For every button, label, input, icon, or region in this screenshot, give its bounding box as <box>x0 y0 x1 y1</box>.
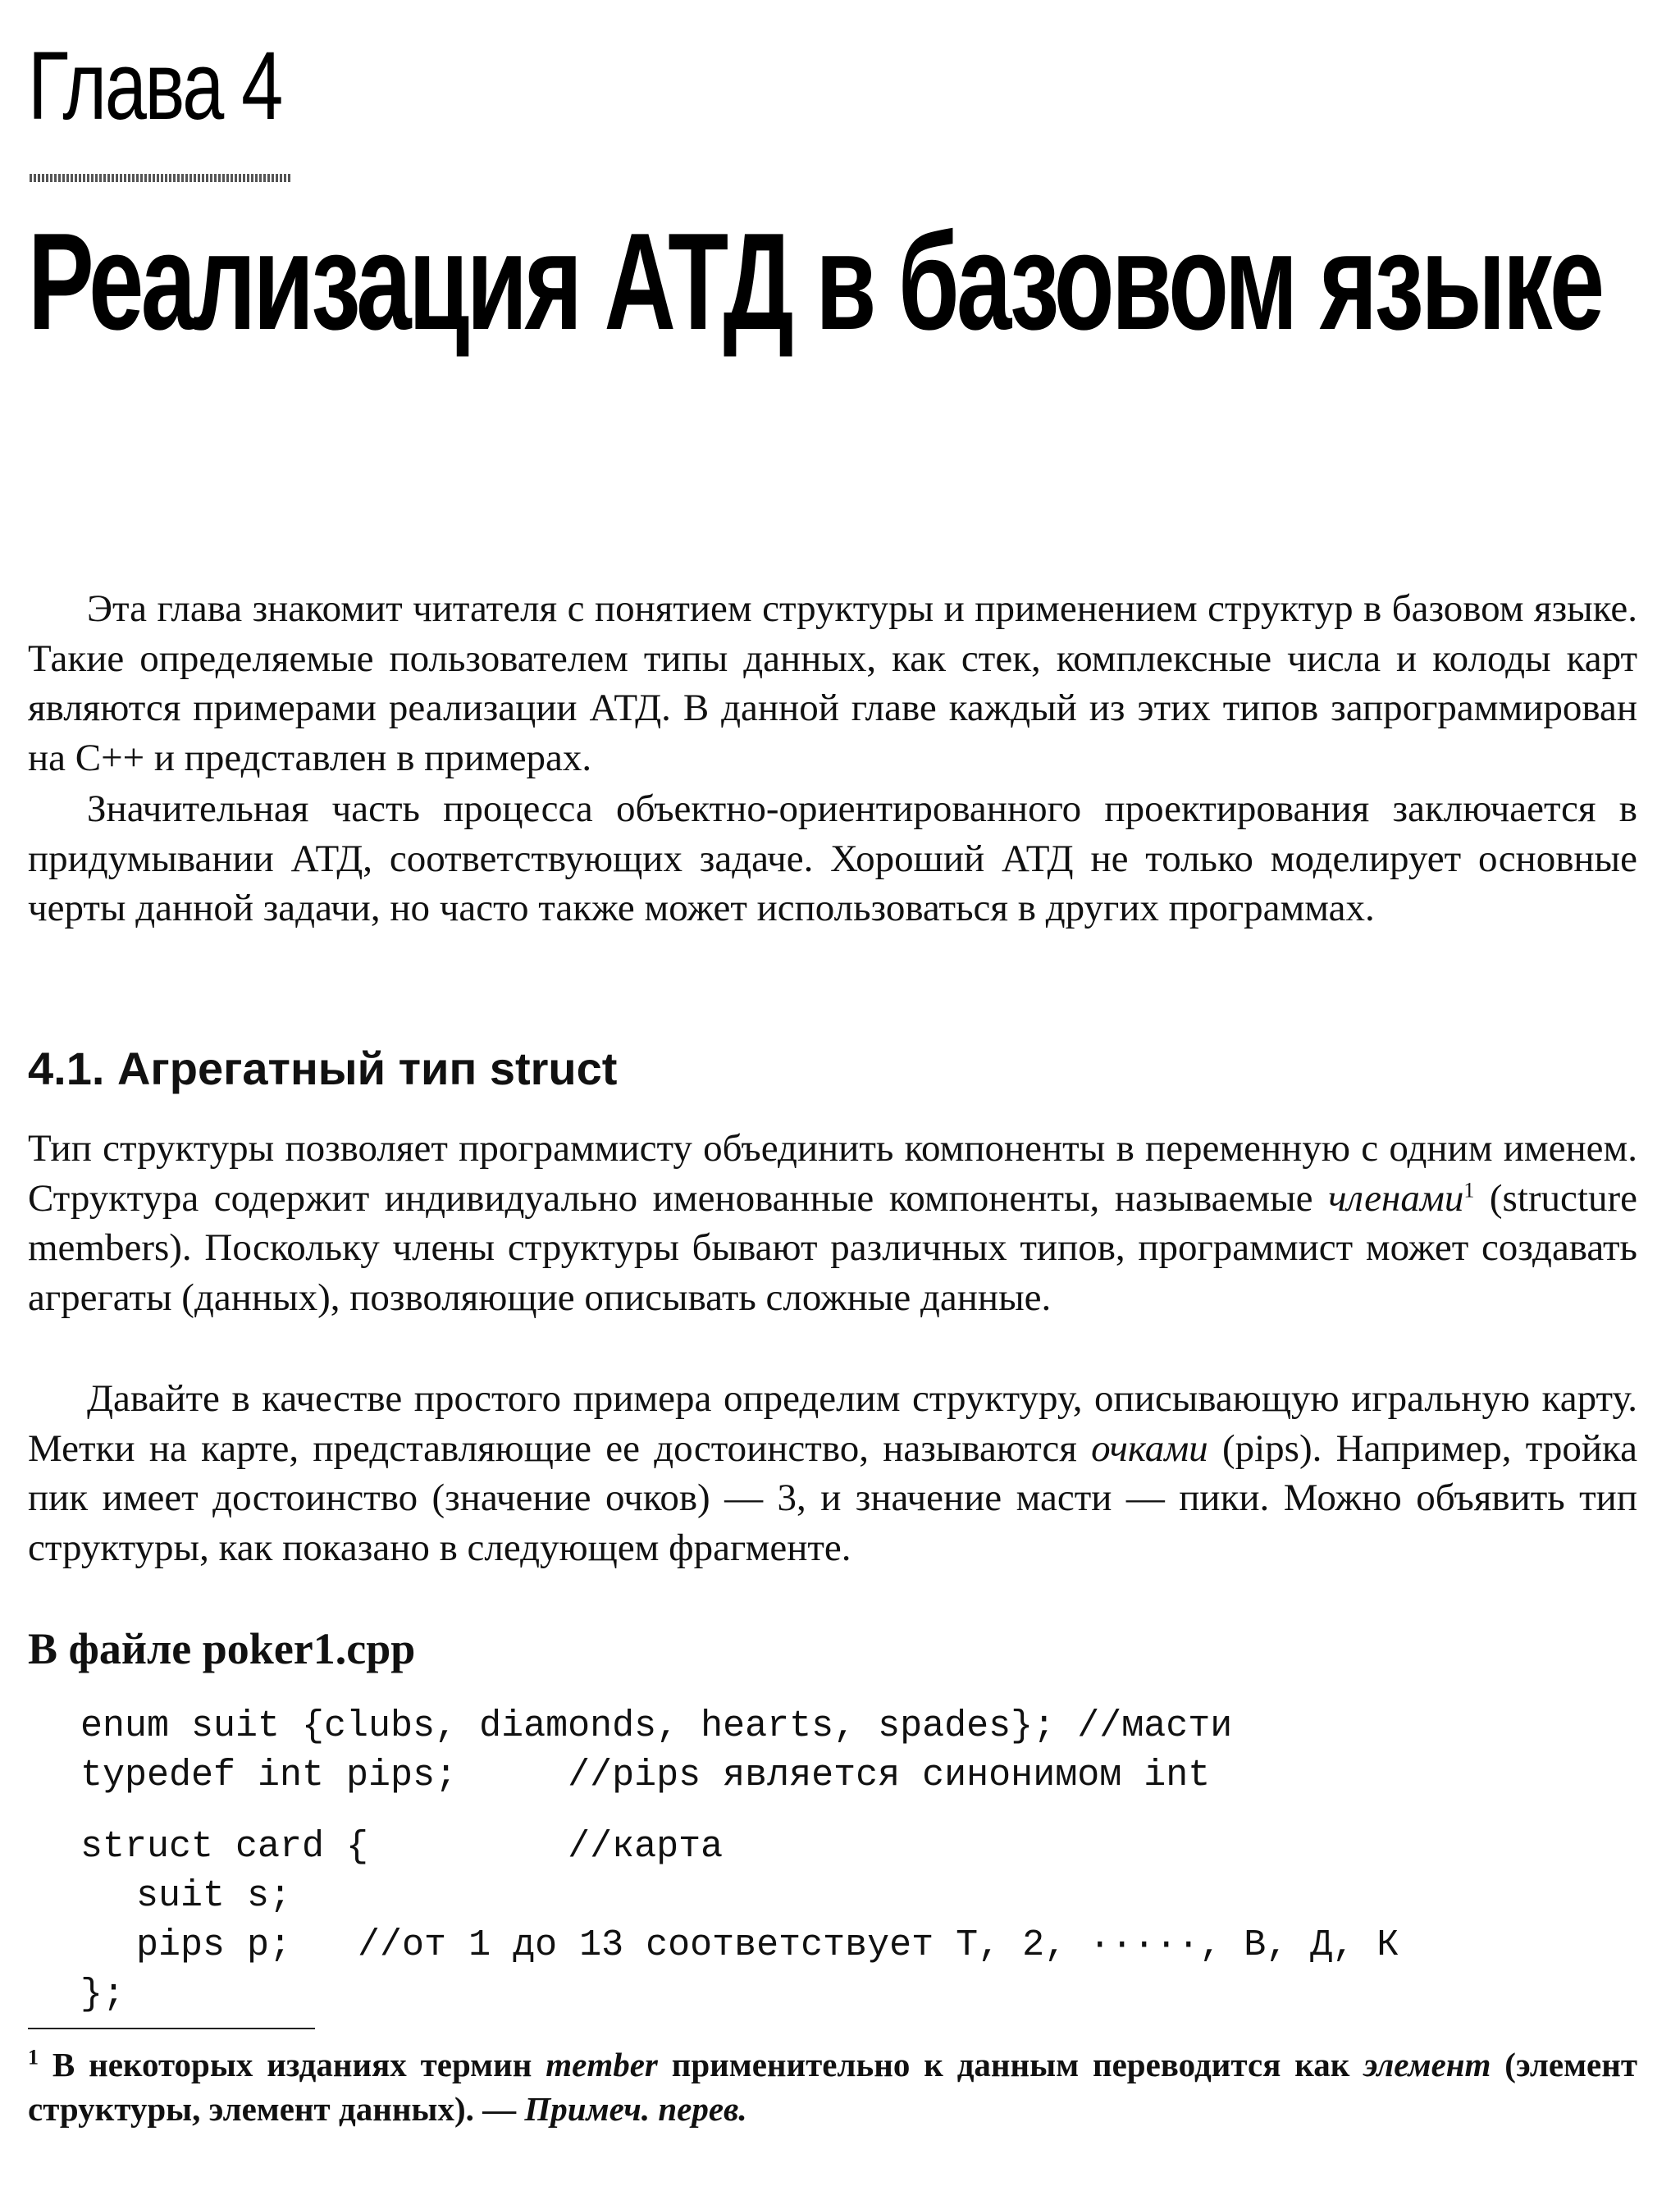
footnote <box>28 2042 1637 2131</box>
intro-paragraph-1: Эта глава знакомит читателя с понятием структуры и применением структур в базовом языке. Такие определяемые пользователем типы данных, как стек, комплексные числа и колоды карт являются примерами реализации АТД. В данной главе каждый из этих типов запрограммирован на C++ и представлен в примерах. <box>28 587 1637 779</box>
code-line: suit s; <box>136 1875 292 1917</box>
italic-term: member <box>546 2046 658 2083</box>
footnote-text: (элемент структуры, элемент данных). — <box>28 2046 1638 2128</box>
paragraph-text: (structure members). Поскольку члены структуры бывают различных типов, программист может создавать агрегаты (данных), позволяющие описывать сложные данные. <box>28 1176 1637 1319</box>
code-line: struct card { //карта <box>80 1826 724 1868</box>
file-heading: В файле poker1.cpp <box>28 1624 416 1673</box>
footnote-text: применительно к данным переводится как <box>657 2046 1364 2083</box>
paragraph-text: Давайте в качестве простого примера определим структуру, описывающую игральную карту. Метки на карте, представляющие ее достоинство, называются <box>28 1377 1637 1470</box>
footnote-divider <box>28 2028 315 2029</box>
chapter-divider <box>30 174 290 182</box>
footnote-reference: 1 <box>1463 1177 1475 1202</box>
chapter-title: Реализация АТД в базовом языке <box>28 204 1602 358</box>
code-line: pips p; //от 1 до 13 соответствует Т, 2, ·····, В, Д, К <box>136 1924 1399 1966</box>
paragraph-text: Тип структуры позволяет программисту объединить компоненты в переменную с одним именем. Структура содержит индивидуально именованные компоненты, называемые <box>28 1127 1637 1220</box>
section-paragraph-2 <box>28 1374 1637 1572</box>
paragraph-text: (pips). Например, тройка пик имеет достоинство (значение очков) — 3, и значение масти — пики. Можно объявить тип структуры, как показано в следующем фрагменте. <box>28 1426 1637 1569</box>
italic-term: элемент <box>1363 2046 1491 2083</box>
code-line: }; <box>80 1974 126 2015</box>
chapter-label: Глава 4 <box>28 32 282 140</box>
footnote-credit: Примеч. перев. <box>524 2090 747 2128</box>
code-line: enum suit {clubs, diamonds, hearts, spades}; //масти <box>80 1705 1233 1747</box>
italic-term: членами <box>1328 1176 1464 1220</box>
italic-term: очками <box>1091 1426 1208 1470</box>
code-line: typedef int pips; //pips является синонимом int <box>80 1755 1211 1796</box>
intro-paragraph-2: Значительная часть процесса объектно-ориентированного проектирования заключается в придумывании АТД, соответствующих задаче. Хороший АТД не только моделирует основные черты данной задачи, но часто также может использоваться в других программах. <box>28 787 1637 929</box>
footnote-mark: 1 <box>28 2045 39 2070</box>
section-paragraph-1 <box>28 1124 1637 1322</box>
footnote-text: В некоторых изданиях термин <box>39 2046 546 2083</box>
section-heading: 4.1. Агрегатный тип struct <box>28 1043 618 1094</box>
